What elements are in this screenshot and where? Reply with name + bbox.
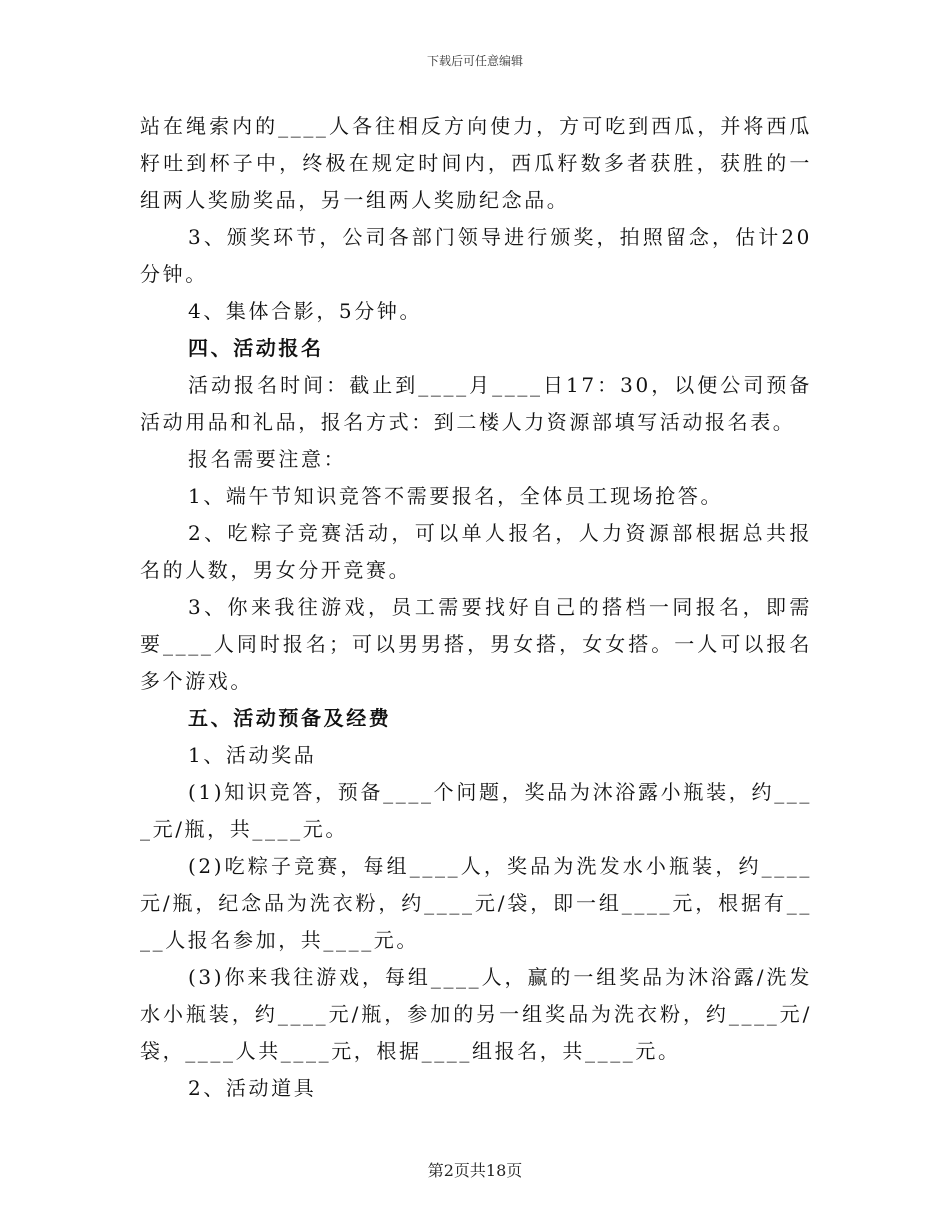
paragraph: 活动报名时间：截止到____月____日17：30，以便公司预备活动用品和礼品，报名方式：到二楼人力资源部填写活动报名表。 [140, 373, 812, 434]
section-heading: 四、活动报名 [188, 336, 324, 360]
paragraph: 3、颁奖环节，公司各部门领导进行颁奖，拍照留念，估计20分钟。 [140, 225, 812, 286]
paragraph: (1)知识竞答，预备____个问题，奖品为沐浴露小瓶装，约____元/瓶，共____元。 [140, 780, 812, 841]
section-heading: 五、活动预备及经费 [188, 706, 392, 730]
paragraph: (2)吃粽子竞赛，每组____人，奖品为洗发水小瓶装，约____元/瓶，纪念品为洗衣粉，约____元/袋，即一组____元，根据有____人报名参加，共____元。 [140, 854, 812, 952]
page-header: 下载后可任意编辑 [426, 54, 523, 68]
paragraph: 1、活动奖品 [188, 743, 317, 767]
paragraph: 4、集体合影，5分钟。 [188, 299, 423, 323]
paragraph: 站在绳索内的____人各往相反方向使力，方可吃到西瓜，并将西瓜籽吐到杯子中，终极在规定时间内，西瓜籽数多者获胜，获胜的一组两人奖励奖品，另一组两人奖励纪念品。 [140, 114, 812, 212]
paragraph: (3)你来我往游戏，每组____人，赢的一组奖品为沐浴露/洗发水小瓶装，约____元/瓶，参加的另一组奖品为洗衣粉，约____元/袋，____人共____元，根据____组报名，共____元。 [140, 965, 812, 1063]
paragraph: 2、活动道具 [188, 1076, 317, 1100]
paragraph: 2、吃粽子竞赛活动，可以单人报名，人力资源部根据总共报名的人数，男女分开竞赛。 [140, 521, 812, 582]
document-body [140, 108, 812, 1107]
paragraph: 报名需要注意： [188, 447, 347, 471]
page-number: 第2页共18页 [427, 1161, 523, 1180]
paragraph: 1、端午节知识竞答不需要报名，全体员工现场抢答。 [188, 484, 724, 508]
paragraph: 3、你来我往游戏，员工需要找好自己的搭档一同报名，即需要____人同时报名；可以男男搭，男女搭，女女搭。一人可以报名多个游戏。 [140, 595, 812, 693]
